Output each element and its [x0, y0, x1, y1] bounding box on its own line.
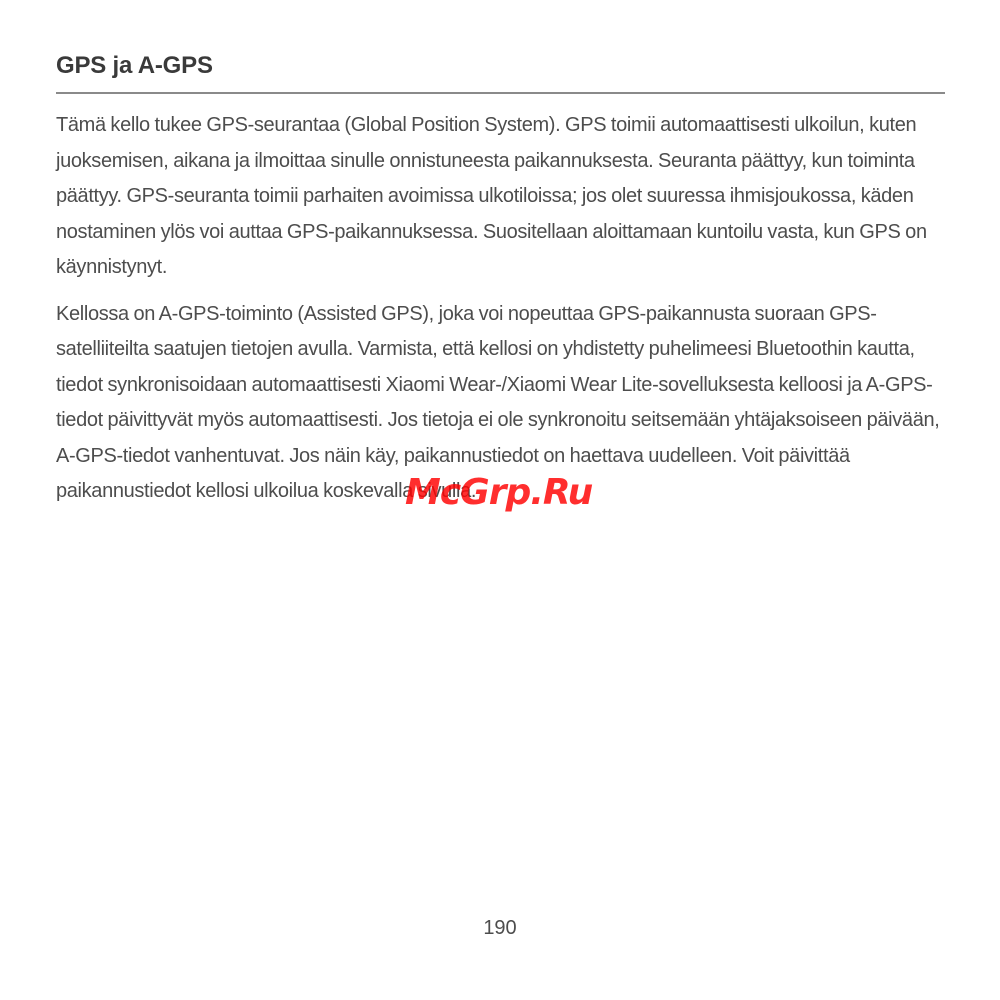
watermark: McGrp.Ru: [405, 472, 593, 513]
document-page: [56, 52, 945, 521]
paragraph-agps: Kellossa on A-GPS-toiminto (Assisted GPS), joka voi nopeuttaa GPS-paikannusta suoraan GPS-satelliiteilta saatujen tietojen avulla. Varmista, että kellosi on yhdistetty puhelimeesi Bluetoothin kautta, tiedot synkronisoidaan automaattisesti Xiaomi Wear-/Xiaomi Wear Lite-sovelluksesta kelloosi ja A-GPS-tiedot päivittyvät myös automaattisesti. Jos tietoja ei ole synkronoitu seitsemään yhtäjaksoiseen päivään, A-GPS-tiedot vanhentuvat. Jos näin käy, paikannustiedot on haettava uudelleen. Voit päivittää paikannustiedot kellosi ulkoilua koskevalla sivulla.: [56, 302, 940, 502]
title-divider: [56, 92, 945, 94]
page-number: 190: [483, 917, 517, 939]
paragraph-gps: Tämä kello tukee GPS-seurantaa (Global Position System). GPS toimii automaattisesti ulkoilun, kuten juoksemisen, aikana ja ilmoittaa sinulle onnistuneesta paikannuksesta. Seuranta päättyy, kun toiminta päättyy. GPS-seuranta toimii parhaiten avoimissa ulkotiloissa; jos olet suuressa ihmisjoukossa, käden nostaminen ylös voi auttaa GPS-paikannuksessa. Suositellaan aloittamaan kuntoilu vasta, kun GPS on käynnistynyt.: [56, 114, 927, 278]
section-title: GPS ja A-GPS: [56, 52, 213, 79]
